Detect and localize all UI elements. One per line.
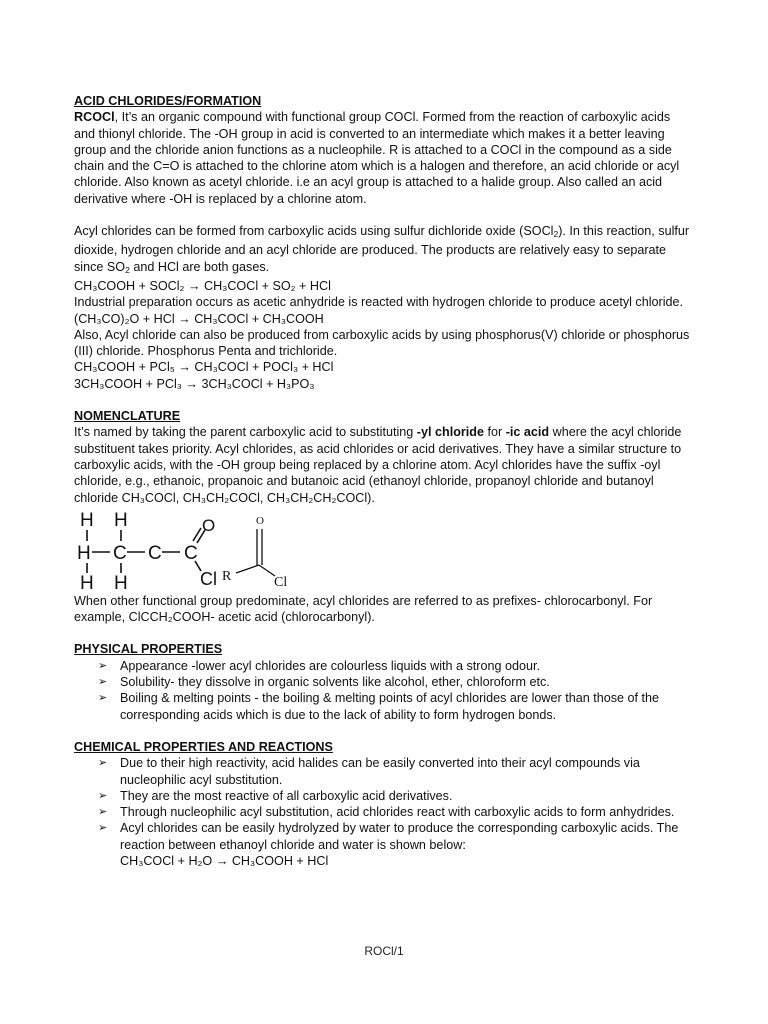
subscript-2a: 2 xyxy=(553,229,559,240)
subscript-2b: 2 xyxy=(125,264,130,275)
nom-bold-yl: -yl chloride xyxy=(416,425,484,440)
heading-physical: PHYSICAL PROPERTIES xyxy=(74,642,223,657)
list-item: ➢ They are the most reactive of all carboxylic acid derivatives. xyxy=(120,788,694,804)
structure-svg xyxy=(74,509,334,593)
document-page xyxy=(74,93,694,869)
struct-c-3: C xyxy=(184,542,198,564)
skeletal-o: O xyxy=(256,514,264,527)
phosphorus-paragraph: Also, Acyl chloride can also be produced from carboxylic acids by using phosphorus(V) chloride or phosphorus (III) chloride. Phosphorus Penta and trichloride. xyxy=(74,327,690,359)
formation-text-b: ). In this reaction, sulfur dioxide, hydrogen chloride and an acyl chloride are produced. The products are relatively easy to separate since SO xyxy=(74,224,690,274)
heading-nomenclature: NOMENCLATURE xyxy=(74,409,181,424)
list-item xyxy=(120,820,694,869)
list-item: ➢ Boiling & melting points - the boiling & melting points of acyl chlorides are lower than those of the corresponding acids which is due to the lack of ability to form hydrogen bonds. xyxy=(120,690,694,723)
heading-formation: ACID CHLORIDES/FORMATION xyxy=(74,94,262,108)
formation-paragraph xyxy=(74,223,694,278)
list-item: ➢ Solubility- they dissolve in organic solvents like alcohol, ether, chloroform etc. xyxy=(120,674,694,690)
heading-chemical: CHEMICAL PROPERTIES AND REACTIONS xyxy=(74,739,333,754)
equation-hydrolysis: CH₃COCl + H₂O → CH₃COOH + HCl xyxy=(120,853,329,868)
struct-c-1: C xyxy=(113,542,127,564)
struct-o: O xyxy=(202,515,216,535)
structure-diagrams xyxy=(74,509,694,593)
struct-h-top-2: H xyxy=(114,509,128,531)
equation-anhydride: (CH₃CO)₂O + HCl → CH₃COCl + CH₃COOH xyxy=(74,311,324,326)
nom-text-c: for xyxy=(483,425,506,440)
intro-paragraph xyxy=(74,109,694,207)
chemical-list xyxy=(74,755,694,869)
struct-h-top-1: H xyxy=(80,509,94,531)
struct-h-bottom-1: H xyxy=(80,572,94,593)
skeletal-r: R xyxy=(222,568,232,584)
hydrolysis-text: Acyl chlorides can be easily hydrolyzed by water to produce the corresponding carboxylic acids. The reaction between ethanoyl chloride and water is shown below: xyxy=(120,821,679,852)
struct-h-bottom-2: H xyxy=(114,572,128,593)
list-item: ➢ Appearance -lower acyl chlorides are colourless liquids with a strong odour. xyxy=(120,658,694,674)
struct-cl: Cl xyxy=(200,568,217,589)
skeletal-bonds xyxy=(236,529,275,576)
equation-socl2: CH₃COOH + SOCl₂ → CH₃COCl + SO₂ + HCl xyxy=(74,278,331,293)
struct-h-left: H xyxy=(77,542,91,564)
physical-list xyxy=(74,658,694,723)
formation-text-c: and HCl are both gases. xyxy=(129,259,270,274)
equation-pcl5: CH₃COOH + PCl₅ → CH₃COCl + POCl₃ + HCl xyxy=(74,360,334,375)
prefix-paragraph: When other functional group predominate, acyl chlorides are referred to as prefixes- chlorocarbonyl. For example, ClCCH₂COOH- acetic acid (chlorocarbonyl). xyxy=(74,593,653,625)
equation-pcl3: 3CH₃COOH + PCl₃ → 3CH₃COCl + H₃PO₃ xyxy=(74,376,315,391)
nom-text-e: where the acyl chloride substituent takes priority. Acyl chlorides, as acid chlorides or acid derivatives. They have a similar structure to carboxylic acids, with the -OH group being replaced by a chlorine atom. Acyl chlorides have the suffix -oyl chloride, e.g., ethanoic, propanoic and butanoic acid (ethanoyl chloride, propanoyl chloride and butanoyl chloride CH₃COCl, CH₃CH₂COCl, CH₃CH₂CH₂COCl). xyxy=(74,425,682,505)
list-item: ➢ Due to their high reactivity, acid halides can be easily converted into their acyl compounds via nucleophilic acyl substitution. xyxy=(120,755,694,788)
list-item: ➢ Through nucleophilic acyl substitution, acid chlorides react with carboxylic acids to form anhydrides. xyxy=(120,804,694,820)
page-footer: ROCl/1 xyxy=(364,944,404,958)
industrial-paragraph: Industrial preparation occurs as acetic anhydride is reacted with hydrogen chloride to produce acetyl chloride. xyxy=(74,295,684,310)
nom-text-a: It’s named by taking the parent carboxylic acid to substituting xyxy=(74,425,417,440)
struct-c-2: C xyxy=(148,542,162,564)
rcocl-term: RCOCl xyxy=(74,110,115,125)
intro-text: , It’s an organic compound with functional group COCl. Formed from the reaction of carboxylic acids and thionyl chloride. The -OH group in acid is converted to an intermediate which makes it a better leaving group and the chloride anion functions as a nucleophile. R is attached to a COCl in the compound as a side chain and the C=O is attached to the chlorine atom which is a halogen and therefore, an acid chloride or acyl chloride. Also known as acetyl chloride. i.e an acyl group is attached to a halide group. Also called an acid derivative where -OH is replaced by a chlorine atom. xyxy=(74,110,680,206)
nom-bold-ic: -ic acid xyxy=(505,425,550,440)
skeletal-cl: Cl xyxy=(274,574,288,590)
nomenclature-paragraph xyxy=(74,424,694,505)
formation-text-a: Acyl chlorides can be formed from carboxylic acids using sulfur dichloride oxide (SOCl xyxy=(74,224,554,239)
